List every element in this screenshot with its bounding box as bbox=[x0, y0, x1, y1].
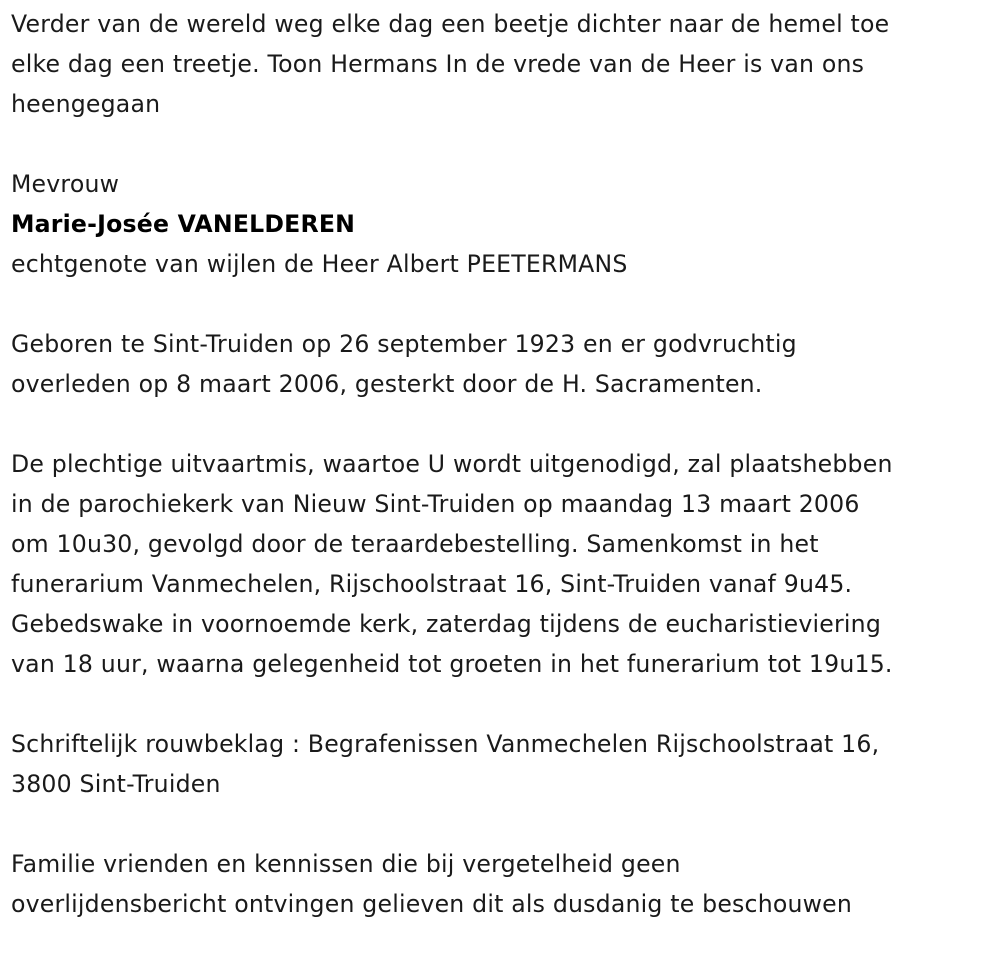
obituary-notice bbox=[11, 4, 996, 924]
funeral-line: De plechtige uitvaartmis, waartoe U wordt uitgenodigd, zal plaatshebben bbox=[11, 450, 893, 478]
spacer bbox=[11, 124, 996, 164]
title-prefix: Mevrouw bbox=[11, 170, 120, 198]
spacer bbox=[11, 404, 996, 444]
condolences-paragraph bbox=[11, 724, 996, 804]
spacer bbox=[11, 284, 996, 324]
intro-line: Verder van de wereld weg elke dag een beetje dichter naar de hemel toe bbox=[11, 10, 890, 38]
spacer bbox=[11, 804, 996, 844]
funeral-line: om 10u30, gevolgd door de teraardebestelling. Samenkomst in het bbox=[11, 530, 819, 558]
intro-line: heengegaan bbox=[11, 90, 161, 118]
birth-death-line: Geboren te Sint-Truiden op 26 september 1923 en er godvruchtig bbox=[11, 330, 797, 358]
spouse-line: echtgenote van wijlen de Heer Albert PEETERMANS bbox=[11, 250, 628, 278]
closing-paragraph bbox=[11, 844, 996, 924]
closing-line: overlijdensbericht ontvingen gelieven dit als dusdanig te beschouwen bbox=[11, 890, 853, 918]
funeral-line: funerarium Vanmechelen, Rijschoolstraat 16, Sint-Truiden vanaf 9u45. bbox=[11, 570, 853, 598]
birth-death-paragraph bbox=[11, 324, 996, 404]
condolences-line: Schriftelijk rouwbeklag : Begrafenissen Vanmechelen Rijschoolstraat 16, bbox=[11, 730, 880, 758]
closing-line: Familie vrienden en kennissen die bij vergetelheid geen bbox=[11, 850, 681, 878]
intro-line: elke dag een treetje. Toon Hermans In de vrede van de Heer is van ons bbox=[11, 50, 865, 78]
funeral-line: Gebedswake in voornoemde kerk, zaterdag tijdens de eucharistieviering bbox=[11, 610, 881, 638]
funeral-paragraph bbox=[11, 444, 996, 684]
condolences-line: 3800 Sint-Truiden bbox=[11, 770, 221, 798]
funeral-line: in de parochiekerk van Nieuw Sint-Truiden op maandag 13 maart 2006 bbox=[11, 490, 860, 518]
deceased-name: Marie-Josée VANELDEREN bbox=[11, 210, 356, 238]
intro-verse bbox=[11, 4, 996, 124]
spacer bbox=[11, 684, 996, 724]
birth-death-line: overleden op 8 maart 2006, gesterkt door de H. Sacramenten. bbox=[11, 370, 763, 398]
funeral-line: van 18 uur, waarna gelegenheid tot groeten in het funerarium tot 19u15. bbox=[11, 650, 893, 678]
